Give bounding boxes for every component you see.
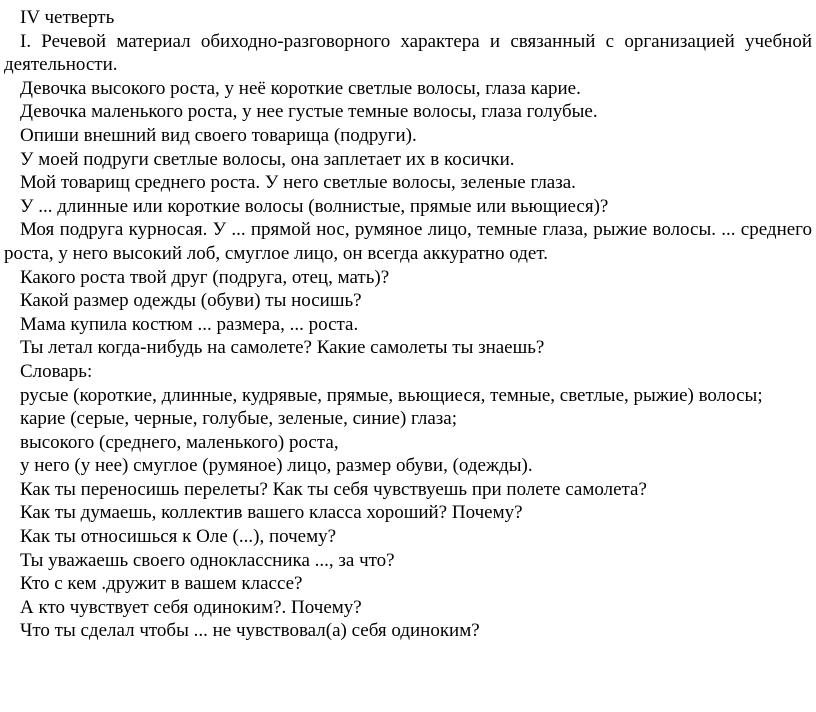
question: Как ты переносишь перелеты? Как ты себя чувствуешь при полете самолета? <box>20 478 647 500</box>
paragraph: Моя подруга курносая. У ... прямой нос, румяное лицо, темные глаза, рыжие волосы. ... среднего роста, у него высокий лоб, смуглое лицо, он всегда аккуратно одет. <box>4 219 812 264</box>
question: Ты уважаешь своего одноклассника ..., за что? <box>20 549 395 571</box>
question: Что ты сделал чтобы ... не чувствовал(а) себя одиноким? <box>20 620 480 642</box>
paragraph: Девочка маленького роста, у нее густые темные волосы, глаза голубые. <box>20 101 598 123</box>
paragraph: Какого роста твой друг (подруга, отец, мать)? <box>20 266 390 288</box>
paragraph-intro: I. Речевой материал обиходно-разговорного характера и связанный с организацией учебной деятельности. <box>4 30 812 76</box>
paragraph: У моей подруги светлые волосы, она заплетает их в косички. <box>20 148 515 170</box>
vocabulary-item: карие (серые, черные, голубые, зеленые, синие) глаза; <box>20 408 457 430</box>
paragraph: У ... длинные или короткие волосы (волнистые, прямые или вьющиеся)? <box>20 195 609 217</box>
vocabulary-item: у него (у нее) смуглое (румяное) лицо, размер обуви, (одежды). <box>20 455 533 477</box>
vocabulary-heading: Словарь: <box>20 360 93 382</box>
vocabulary-item: высокого (среднего, маленького) роста, <box>20 431 339 453</box>
paragraph: Опиши внешний вид своего товарища (подруги). <box>20 124 417 146</box>
question: Как ты думаешь, коллектив вашего класса хороший? Почему? <box>20 502 523 524</box>
question: Кто с кем .дружит в вашем классе? <box>20 573 303 595</box>
paragraph: Мама купила костюм ... размера, ... роста. <box>20 313 359 335</box>
paragraph: Какой размер одежды (обуви) ты носишь? <box>20 290 362 312</box>
vocabulary-item: русые (короткие, длинные, кудрявые, прямые, вьющиеся, темные, светлые, рыжие) волосы; <box>20 384 763 406</box>
paragraph: Мой товарищ среднего роста. У него светлые волосы, зеленые глаза. <box>20 172 576 194</box>
question: Как ты относишься к Оле (...), почему? <box>20 526 337 548</box>
paragraph: Девочка высокого роста, у неё короткие светлые волосы, глаза карие. <box>20 77 581 99</box>
paragraph: Ты летал когда-нибудь на самолете? Какие самолеты ты знаешь? <box>20 337 545 359</box>
question: А кто чувствует себя одиноким?. Почему? <box>20 596 362 618</box>
section-heading: IV четверть <box>20 7 115 28</box>
